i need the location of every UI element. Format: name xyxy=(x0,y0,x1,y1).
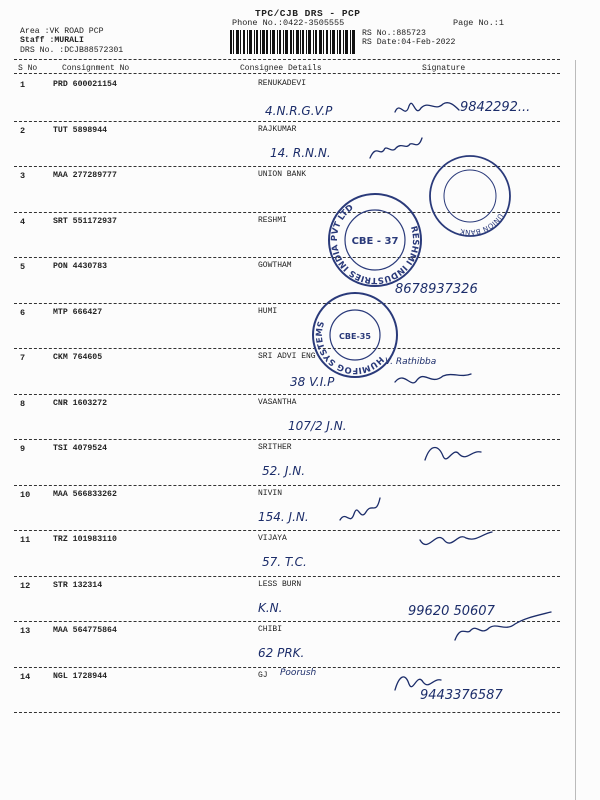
signature-8 xyxy=(395,374,471,383)
row-serial-number: 1 xyxy=(20,80,26,90)
row-consignment-number: NGL 1728944 xyxy=(53,671,108,681)
signature-2 xyxy=(370,138,422,158)
row-consignment-number: TUT 5898944 xyxy=(53,125,108,135)
row-consignment-number: CKM 764605 xyxy=(53,353,103,362)
humifog-stamp-ring: HUMIFOG SYSTEMS xyxy=(314,320,386,376)
signature-9 xyxy=(425,448,481,461)
row-handwritten-phone: V. Rathibba xyxy=(385,357,437,367)
row-consignment-number: PRD 600021154 xyxy=(53,80,117,89)
row-serial-number: 11 xyxy=(20,535,31,545)
reshmi-stamp-center: CBE - 37 xyxy=(351,236,399,247)
staff-label: Staff :MURALI xyxy=(20,36,84,46)
drs-number: DRS No. :DCJB88572301 xyxy=(20,45,124,55)
row-serial-number: 3 xyxy=(20,171,26,181)
col-header-consignee: Consignee Details xyxy=(240,64,322,73)
signature-14 xyxy=(395,677,441,690)
signature-13 xyxy=(455,612,551,640)
row-consignee-name: GJ xyxy=(258,670,268,680)
row-consignee-name: VASANTHA xyxy=(258,397,297,407)
row-consignee-name: UNION BANK xyxy=(258,170,307,179)
row-consignment-number: STR 132314 xyxy=(53,580,103,590)
row-consignee-name: GOWTHAM xyxy=(258,261,292,270)
row-serial-number: 10 xyxy=(20,489,31,500)
row-handwritten-address: 62 PRK. xyxy=(258,646,305,660)
col-header-sno: S No xyxy=(18,64,38,73)
col-header-signature: Signature xyxy=(422,64,466,73)
row-serial-number: 2 xyxy=(20,125,26,136)
row-handwritten-address: 38 V.I.P xyxy=(290,375,335,389)
row-consignment-number: CNR 1603272 xyxy=(53,398,108,408)
row-consignment-number: SRT 551172937 xyxy=(53,216,117,226)
row-handwritten-phone: 9443376587 xyxy=(420,687,503,703)
row-handwritten-phone: 9842292... xyxy=(460,100,531,115)
row-consignee-name: NIVIN xyxy=(258,488,283,498)
phone-number: Phone No.:0422-3505555 xyxy=(232,18,345,28)
row-serial-number: 5 xyxy=(20,262,26,272)
row-serial-number: 4 xyxy=(20,216,26,227)
row-serial-number: 7 xyxy=(20,353,26,363)
row-handwritten-phone: 8678937326 xyxy=(395,282,478,297)
row-handwritten-address: K.N. xyxy=(258,600,283,615)
row-consignee-name: SRI ADVI ENG xyxy=(258,352,316,361)
row-consignment-number: PON 4430783 xyxy=(53,262,108,271)
row-consignment-number: TSI 4079524 xyxy=(53,444,108,453)
row-consignment-number: MAA 566833262 xyxy=(53,489,117,499)
row-handwritten-phone: 99620 50607 xyxy=(408,603,495,619)
row-consignment-number: MAA 564775864 xyxy=(53,626,117,635)
row-serial-number: 13 xyxy=(20,626,31,636)
row-consignee-name: HUMI xyxy=(258,306,278,316)
row-consignee-name: CHIBI xyxy=(258,625,283,634)
row-handwritten-address: 14. R.N.N. xyxy=(270,145,331,160)
row-serial-number: 9 xyxy=(20,444,26,454)
row-handwritten-address: 57. T.C. xyxy=(262,555,307,569)
signature-11 xyxy=(420,532,492,545)
reshmi-stamp-ring: RESHMI INDUSTRIES INDIA PVT LTD xyxy=(329,202,421,286)
row-consignee-name: LESS BURN xyxy=(258,579,302,589)
row-consignee-name: RESHMI xyxy=(258,215,287,225)
row-serial-number: 8 xyxy=(20,398,26,409)
union-bank-stamp-ring: UNION BANK xyxy=(459,211,505,237)
col-header-consignment: Consignment No xyxy=(62,64,130,73)
signature-10 xyxy=(340,498,380,520)
row-consignment-number: TRZ 101983110 xyxy=(53,535,117,544)
signature-1 xyxy=(395,103,459,112)
row-consignee-name: RENUKADEVI xyxy=(258,79,307,88)
humifog-stamp-center: CBE-35 xyxy=(339,332,371,341)
row-handwritten-address: Poorush xyxy=(280,667,317,678)
row-consignment-number: MAA 277289777 xyxy=(53,171,117,180)
row-serial-number: 14 xyxy=(20,671,31,682)
row-handwritten-address: 52. J.N. xyxy=(262,464,306,478)
area-label: Area :VK ROAD PCP xyxy=(20,27,104,36)
row-handwritten-address: 107/2 J.N. xyxy=(288,418,347,433)
row-consignee-name: VIJAYA xyxy=(258,534,287,543)
rs-date: RS Date:04-Feb-2022 xyxy=(362,38,456,48)
page-number: Page No.:1 xyxy=(453,18,505,28)
row-handwritten-address: 4.N.R.G.V.P xyxy=(265,104,333,118)
sheet-title: TPC/CJB DRS - PCP xyxy=(255,8,361,19)
row-consignee-name: SRITHER xyxy=(258,443,292,452)
rs-number: RS No.:885723 xyxy=(362,29,426,38)
row-consignment-number: MTP 666427 xyxy=(53,307,103,317)
row-handwritten-address: 154. J.N. xyxy=(258,509,309,524)
row-serial-number: 12 xyxy=(20,580,31,591)
row-serial-number: 6 xyxy=(20,307,26,318)
row-consignee-name: RAJKUMAR xyxy=(258,124,297,134)
